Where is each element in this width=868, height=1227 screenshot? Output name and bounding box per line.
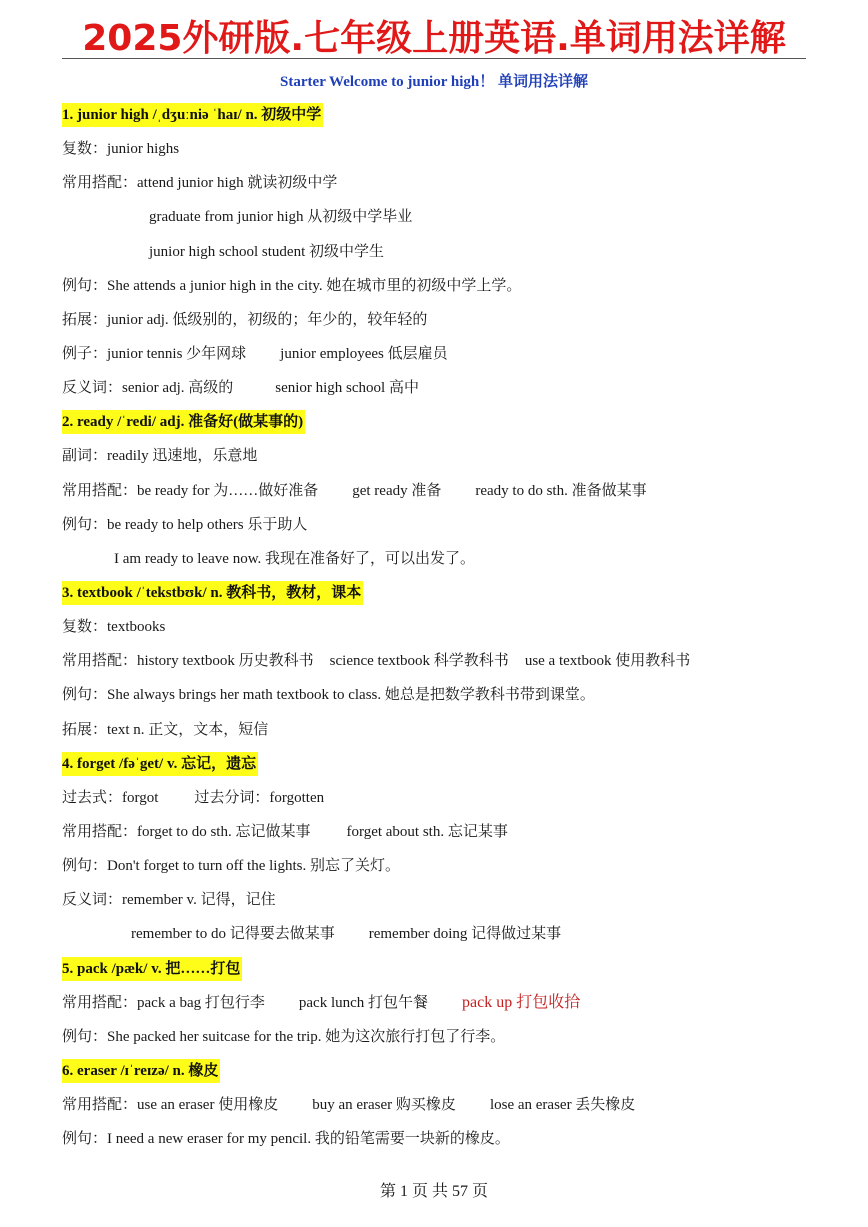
plural-line: 复数：textbooks [62,619,166,636]
example-line: 例句：She always brings her math textbook to class. 她总是把数学教科书带到课堂。 [62,687,595,704]
highlighted-collocation: pack up 打包收拾 [462,993,581,1011]
example-line: 例句：Don't forget to turn off the lights. 别忘了关灯。 [62,858,400,875]
collocation-line: remember to do 记得要去做某事 remember doing 记得做过某事 [131,926,562,943]
collocation-line: 常用搭配：pack a bag 打包行李 pack lunch 打包午餐 pack up 打包收拾 [62,993,581,1011]
forms-line: 过去式：forgot 过去分词：forgotten [62,789,325,806]
entry-heading: 4. forget /fəˈget/ v. 忘记，遗忘 [62,747,822,781]
title-divider [62,58,806,59]
collocation-line: 常用搭配：history textbook 历史教科书 science textbook 科学教科书 use a textbook 使用教科书 [62,653,691,670]
page-footer: 第 1 页 共 57 页 [379,1183,488,1200]
example-line: 例句：She attends a junior high in the city. 她在城市里的初级中学上学。 [62,277,522,294]
entry-heading: 2. ready /ˈredi/ adj. 准备好(做某事的) [62,405,822,439]
entry-heading: 5. pack /pæk/ v. 把……打包 [62,952,822,986]
adverb-line: 副词：readily 迅速地，乐意地 [62,448,258,465]
entry-heading: 1. junior high /ˌdʒuːniə ˈhaɪ/ n. 初级中学 [62,98,822,132]
antonym-line: 反义词：remember v. 记得，记住 [62,892,276,909]
example-line: I am ready to leave now. 我现在准备好了，可以出发了。 [114,550,476,567]
entry-heading: 3. textbook /ˈtekstbʊk/ n. 教科书，教材，课本 [62,576,822,610]
collocation-line: graduate from junior high 从初级中学毕业 [149,209,413,226]
extension-line: 拓展：text n. 正文，文本，短信 [62,721,269,738]
collocation-line: 常用搭配：forget to do sth. 忘记做某事 forget about sth. 忘记某事 [62,823,508,840]
collocation-line: junior high school student 初级中学生 [149,243,384,260]
section-subtitle: Starter Welcome to junior high！ 单词用法详解 [280,74,588,90]
plural-line: 复数：junior highs [62,141,180,158]
antonym-line: 反义词：senior adj. 高级的 senior high school 高中 [62,380,419,397]
entry-heading: 6. eraser /ɪˈreɪzə/ n. 橡皮 [62,1054,822,1088]
example-line: 例子：junior tennis 少年网球 junior employees 低层雇员 [62,345,448,362]
example-line: 例句：She packed her suitcase for the trip. 她为这次旅行打包了行李。 [62,1028,506,1045]
example-line: 例句：be ready to help others 乐于助人 [62,516,308,533]
extension-line: 拓展：junior adj. 低级别的，初级的；年少的，较年轻的 [62,311,428,328]
collocation-line: 常用搭配：be ready for 为……做好准备 get ready 准备 ready to do sth. 准备做某事 [62,482,647,499]
document-title: 2025外研版.七年级上册英语.单词用法详解 [82,18,786,59]
collocation-line: 常用搭配：use an eraser 使用橡皮 buy an eraser 购买橡皮 lose an eraser 丢失橡皮 [62,1097,636,1114]
example-line: 例句：I need a new eraser for my pencil. 我的铅笔需要一块新的橡皮。 [62,1131,510,1148]
collocation-line: 常用搭配：attend junior high 就读初级中学 [62,175,338,192]
vocabulary-content [62,98,822,1156]
